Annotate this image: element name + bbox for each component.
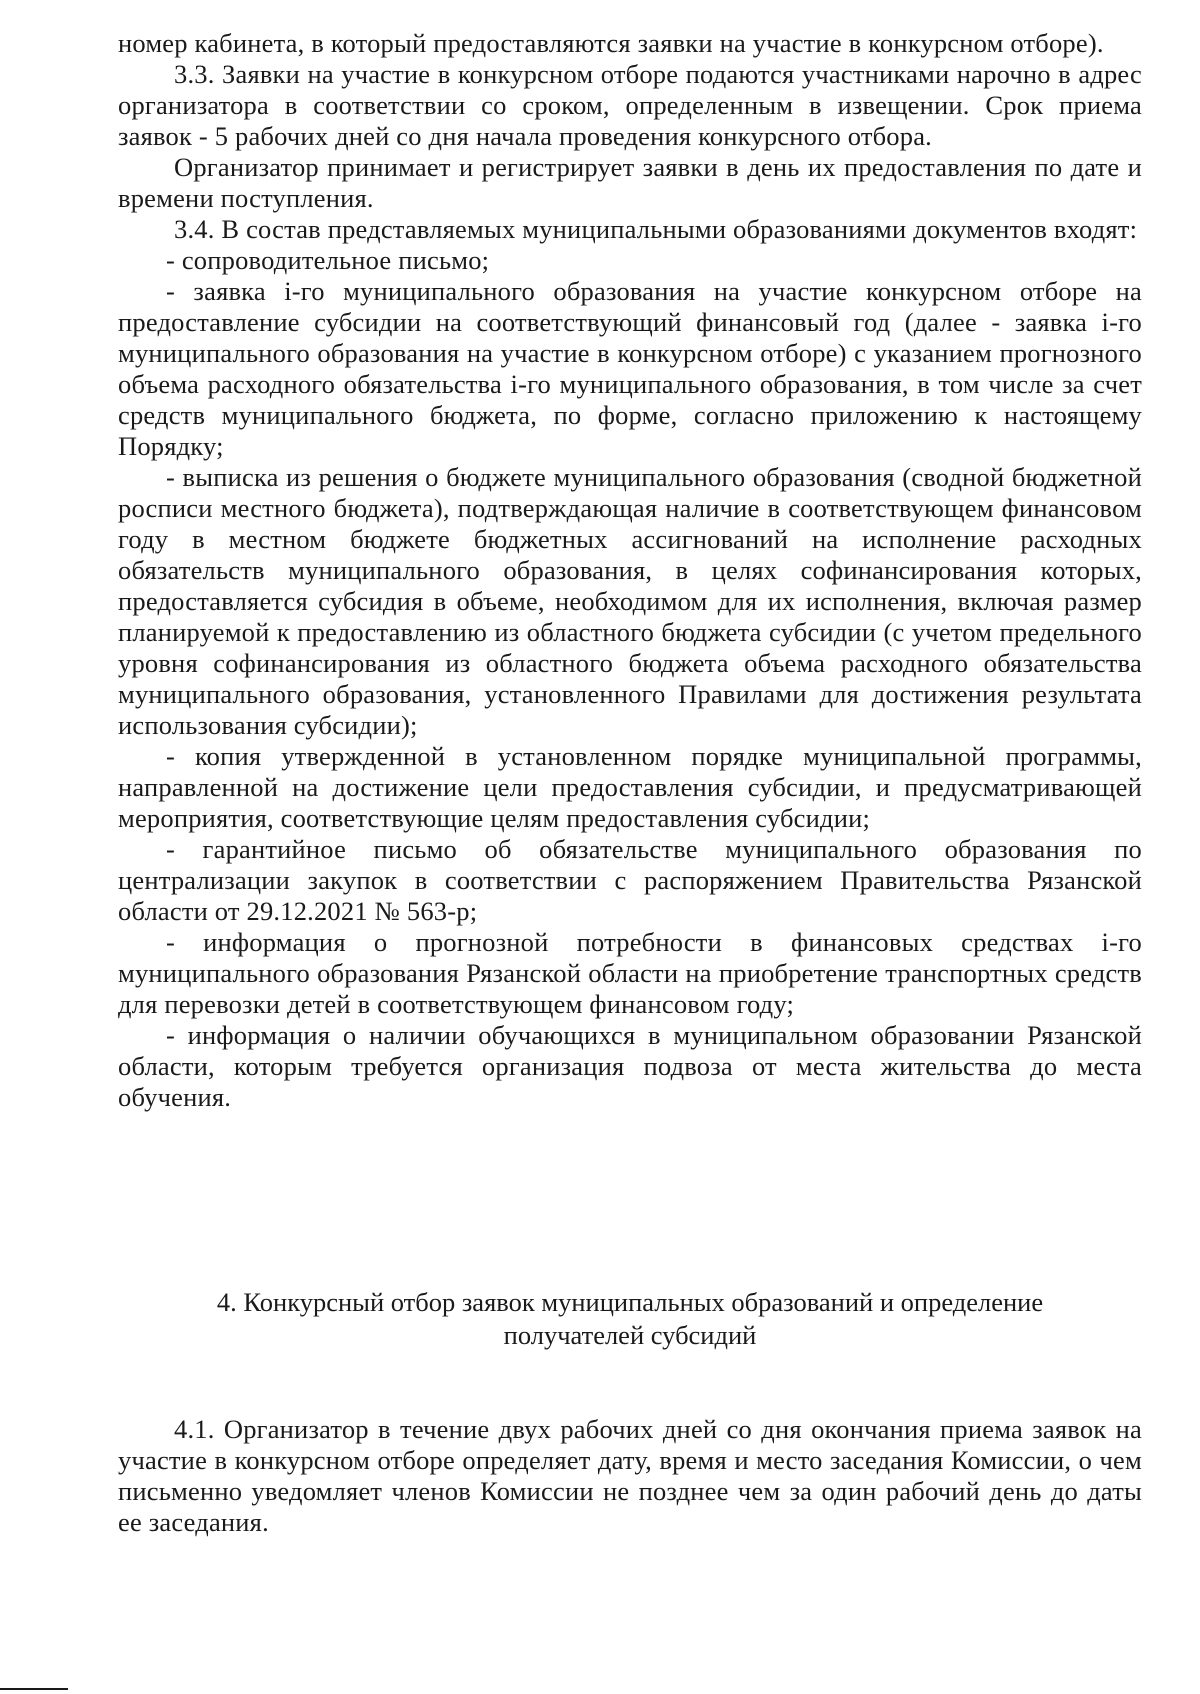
paragraph-3-3: 3.3. Заявки на участие в конкурсном отборе подаются участниками нарочно в адрес организатора в соответствии со сроком, определенным в извещении. Срок приема заявок - 5 рабочих дней со дня начала проведения конкурсного отбора. — [118, 59, 1142, 151]
body-text-top — [118, 28, 1142, 1113]
list-item: - информация о наличии обучающихся в муниципальном образовании Рязанской области, которым требуется организация подвоза от места жительства до места обучения. — [118, 1020, 1142, 1112]
paragraph-continuation: номер кабинета, в который предоставляются заявки на участие в конкурсном отборе). — [118, 28, 1104, 58]
list-item: - гарантийное письмо об обязательстве муниципального образования по централизации закупок в соответствии с распоряжением Правительства Рязанской области от 29.12.2021 № 563-р; — [118, 834, 1142, 926]
list-item: - выписка из решения о бюджете муниципального образования (сводной бюджетной росписи местного бюджета), подтверждающая наличие в соответствующем финансовом году в местном бюджете бюджетных ассигнований на исполнение расходных обязательств муниципального образования, в целях софинансирования которых, предоставляется субсидия в объеме, необходимом для их исполнения, включая размер планируемой к предоставлению из областного бюджета субсидии (с учетом предельного уровня софинансирования из областного бюджета объема расходного обязательства муниципального образования, установленного Правилами для достижения результата использования субсидии); — [118, 462, 1142, 740]
list-item: - информация о прогнозной потребности в финансовых средствах i-го муниципального образования Рязанской области на приобретение транспортных средств для перевозки детей в соответствующем финансовом году; — [118, 927, 1142, 1019]
list-item: - заявка i-го муниципального образования на участие конкурсном отборе на предоставление субсидии на соответствующий финансовый год (далее - заявка i-го муниципального образования на участие в конкурсном отборе) с указанием прогнозного объема расходного обязательства i-го муниципального образования, в том числе за счет средств муниципального бюджета, по форме, согласно приложению к настоящему Порядку; — [118, 276, 1142, 461]
paragraph-4-1: 4.1. Организатор в течение двух рабочих дней со дня окончания приема заявок на участие в конкурсном отборе определяет дату, время и место заседания Комиссии, о чем письменно уведомляет членов Комиссии не позднее чем за один рабочий день до даты ее заседания. — [118, 1414, 1142, 1537]
body-text-bottom — [118, 1414, 1142, 1538]
list-item: - копия утвержденной в установленном порядке муниципальной программы, направленной на достижение цели предоставления субсидии, и предусматривающей мероприятия, соответствующие целям предоставления субсидии; — [118, 741, 1142, 833]
section-heading — [118, 1286, 1142, 1352]
paragraph-registration: Организатор принимает и регистрирует заявки в день их предоставления по дате и времени поступления. — [118, 152, 1142, 213]
footer-rule — [0, 1688, 68, 1690]
paragraph-3-4: 3.4. В состав представляемых муниципальными образованиями документов входят: — [174, 214, 1138, 244]
section-heading-line-2: получателей субсидий — [503, 1320, 757, 1350]
list-item: - сопроводительное письмо; — [166, 245, 490, 275]
section-heading-line-1: 4. Конкурсный отбор заявок муниципальных образований и определение — [216, 1287, 1044, 1317]
